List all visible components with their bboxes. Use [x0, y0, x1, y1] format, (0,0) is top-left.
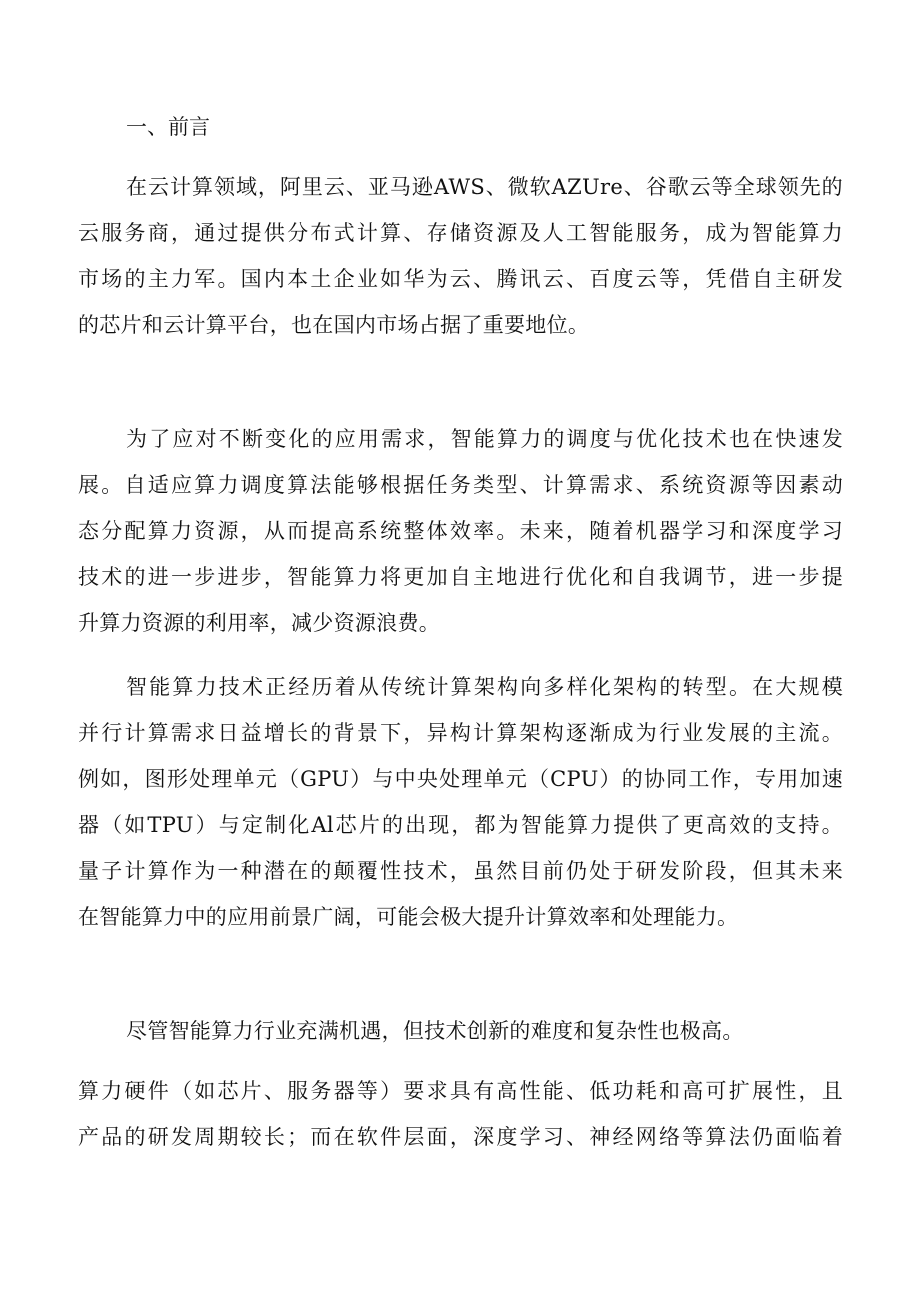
paragraph-1 — [78, 164, 843, 348]
paragraph-line: 智能算力技术正经历着从传统计算架构向多样化架构的转型。在大规模 — [126, 675, 843, 699]
paragraph-line: 展。自适应算力调度算法能够根据任务类型、计算需求、系统资源等因素动 — [78, 473, 843, 497]
paragraph-line: 的芯片和云计算平台，也在国内市场占据了重要地位。 — [78, 313, 590, 337]
paragraph-line: 升算力资源的利用率，减少资源浪费。 — [78, 611, 441, 635]
paragraph-line: 在智能算力中的应用前景广阔，可能会极大提升计算效率和处理能力。 — [78, 905, 739, 929]
section-heading: 一、前言 — [126, 115, 210, 139]
paragraph-line: 器（如TPU）与定制化Al芯片的出现，都为智能算力提供了更高效的支持。 — [78, 813, 843, 837]
paragraph-line: 为了应对不断变化的应用需求，智能算力的调度与优化技术也在快速发 — [126, 427, 843, 451]
paragraph-line: 量子计算作为一种潜在的颠覆性技术，虽然目前仍处于研发阶段，但其未来 — [78, 859, 843, 883]
paragraph-line: 态分配算力资源，从而提高系统整体效率。未来，随着机器学习和深度学习 — [78, 519, 843, 543]
paragraph-4 — [78, 1008, 843, 1054]
paragraph-line: 技术的进一步进步，智能算力将更加自主地进行优化和自我调节，进一步提 — [78, 565, 843, 589]
paragraph-line: 尽管智能算力行业充满机遇，但技术创新的难度和复杂性也极高。 — [126, 1019, 744, 1043]
paragraph-line: 云服务商，通过提供分布式计算、存储资源及人工智能服务，成为智能算力 — [78, 221, 843, 245]
paragraph-line: 算力硬件（如芯片、服务器等）要求具有高性能、低功耗和高可扩展性，且 — [78, 1079, 843, 1103]
paragraph-3 — [78, 664, 843, 940]
paragraph-line: 产品的研发周期较长；而在软件层面，深度学习、神经网络等算法仍面临着 — [78, 1125, 843, 1149]
paragraph-5 — [78, 1068, 843, 1160]
paragraph-line: 并行计算需求日益增长的背景下，异构计算架构逐渐成为行业发展的主流。 — [78, 721, 843, 745]
paragraph-line: 市场的主力军。国内本土企业如华为云、腾讯云、百度云等，凭借自主研发 — [78, 267, 843, 291]
paragraph-line: 例如，图形处理单元（GPU）与中央处理单元（CPU）的协同工作，专用加速 — [78, 767, 843, 791]
paragraph-2 — [78, 416, 843, 646]
paragraph-line: 在云计算领域，阿里云、亚马逊AWS、微软AZUre、谷歌云等全球领先的 — [126, 175, 843, 199]
